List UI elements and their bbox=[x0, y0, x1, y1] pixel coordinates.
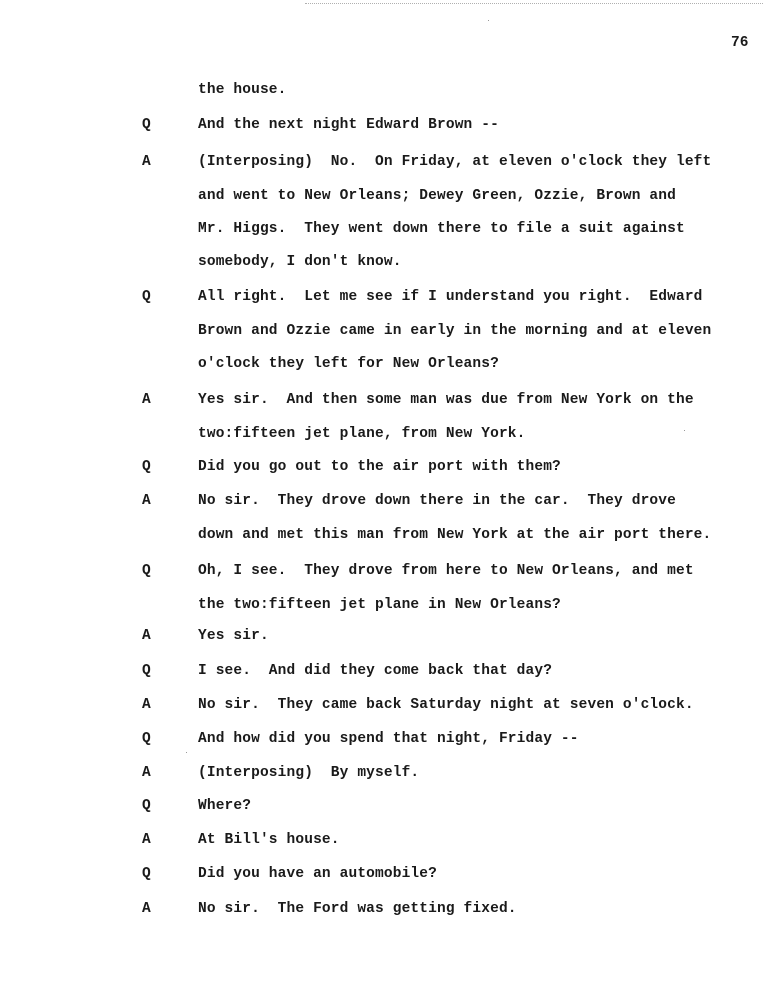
speaker-label: Q bbox=[142, 866, 151, 882]
transcript-line bbox=[0, 356, 763, 378]
line-text: down and met this man from New York at the air port there. bbox=[198, 527, 712, 543]
line-text: Mr. Higgs. They went down there to file a suit against bbox=[198, 221, 685, 237]
transcript-line bbox=[0, 493, 763, 515]
line-text: somebody, I don't know. bbox=[198, 254, 402, 270]
line-text: Brown and Ozzie came in early in the morning and at eleven bbox=[198, 323, 712, 339]
speaker-label: Q bbox=[142, 289, 151, 305]
transcript-line bbox=[0, 117, 763, 139]
page-number: 76 bbox=[731, 35, 749, 51]
transcript-line bbox=[0, 323, 763, 345]
transcript-line bbox=[0, 392, 763, 414]
transcript-line bbox=[0, 289, 763, 311]
speaker-label: A bbox=[142, 392, 151, 408]
transcript-line bbox=[0, 663, 763, 685]
line-text: o'clock they left for New Orleans? bbox=[198, 356, 499, 372]
line-text: the house. bbox=[198, 82, 287, 98]
speaker-label: A bbox=[142, 765, 151, 781]
line-text: and went to New Orleans; Dewey Green, Ozzie, Brown and bbox=[198, 188, 676, 204]
transcript-line bbox=[0, 765, 763, 787]
transcript-line bbox=[0, 731, 763, 753]
scan-speck bbox=[684, 430, 685, 431]
line-text: Did you have an automobile? bbox=[198, 866, 437, 882]
scan-speck bbox=[186, 752, 187, 753]
line-text: (Interposing) By myself. bbox=[198, 765, 420, 781]
speaker-label: A bbox=[142, 697, 151, 713]
transcript-line bbox=[0, 221, 763, 243]
transcript-line bbox=[0, 154, 763, 176]
transcript-line bbox=[0, 901, 763, 923]
transcript-line bbox=[0, 426, 763, 448]
speaker-label: A bbox=[142, 832, 151, 848]
speaker-label: A bbox=[142, 628, 151, 644]
line-text: No sir. They drove down there in the car. They drove bbox=[198, 493, 676, 509]
transcript-line bbox=[0, 628, 763, 650]
transcript-line bbox=[0, 188, 763, 210]
line-text: No sir. The Ford was getting fixed. bbox=[198, 901, 517, 917]
transcript-line bbox=[0, 798, 763, 820]
line-text: And how did you spend that night, Friday -- bbox=[198, 731, 579, 747]
scan-speck bbox=[488, 20, 489, 21]
speaker-label: A bbox=[142, 901, 151, 917]
speaker-label: Q bbox=[142, 563, 151, 579]
line-text: And the next night Edward Brown -- bbox=[198, 117, 499, 133]
line-text: Oh, I see. They drove from here to New Orleans, and met bbox=[198, 563, 694, 579]
speaker-label: Q bbox=[142, 798, 151, 814]
transcript-line bbox=[0, 832, 763, 854]
top-edge-rule bbox=[305, 3, 763, 4]
speaker-label: Q bbox=[142, 663, 151, 679]
transcript-line bbox=[0, 82, 763, 104]
transcript-line bbox=[0, 563, 763, 585]
line-text: Did you go out to the air port with them? bbox=[198, 459, 561, 475]
line-text: All right. Let me see if I understand you right. Edward bbox=[198, 289, 703, 305]
speaker-label: Q bbox=[142, 117, 151, 133]
transcript-line bbox=[0, 459, 763, 481]
transcript-line bbox=[0, 597, 763, 619]
line-text: Yes sir. bbox=[198, 628, 269, 644]
line-text: At Bill's house. bbox=[198, 832, 340, 848]
line-text: No sir. They came back Saturday night at seven o'clock. bbox=[198, 697, 694, 713]
line-text: Where? bbox=[198, 798, 252, 814]
line-text: the two:fifteen jet plane in New Orleans? bbox=[198, 597, 561, 613]
speaker-label: A bbox=[142, 493, 151, 509]
transcript-line bbox=[0, 527, 763, 549]
speaker-label: Q bbox=[142, 731, 151, 747]
speaker-label: A bbox=[142, 154, 151, 170]
speaker-label: Q bbox=[142, 459, 151, 475]
line-text: Yes sir. And then some man was due from New York on the bbox=[198, 392, 694, 408]
line-text: (Interposing) No. On Friday, at eleven o'clock they left bbox=[198, 154, 712, 170]
transcript-line bbox=[0, 254, 763, 276]
transcript-line bbox=[0, 866, 763, 888]
transcript-line bbox=[0, 697, 763, 719]
line-text: two:fifteen jet plane, from New York. bbox=[198, 426, 526, 442]
line-text: I see. And did they come back that day? bbox=[198, 663, 553, 679]
